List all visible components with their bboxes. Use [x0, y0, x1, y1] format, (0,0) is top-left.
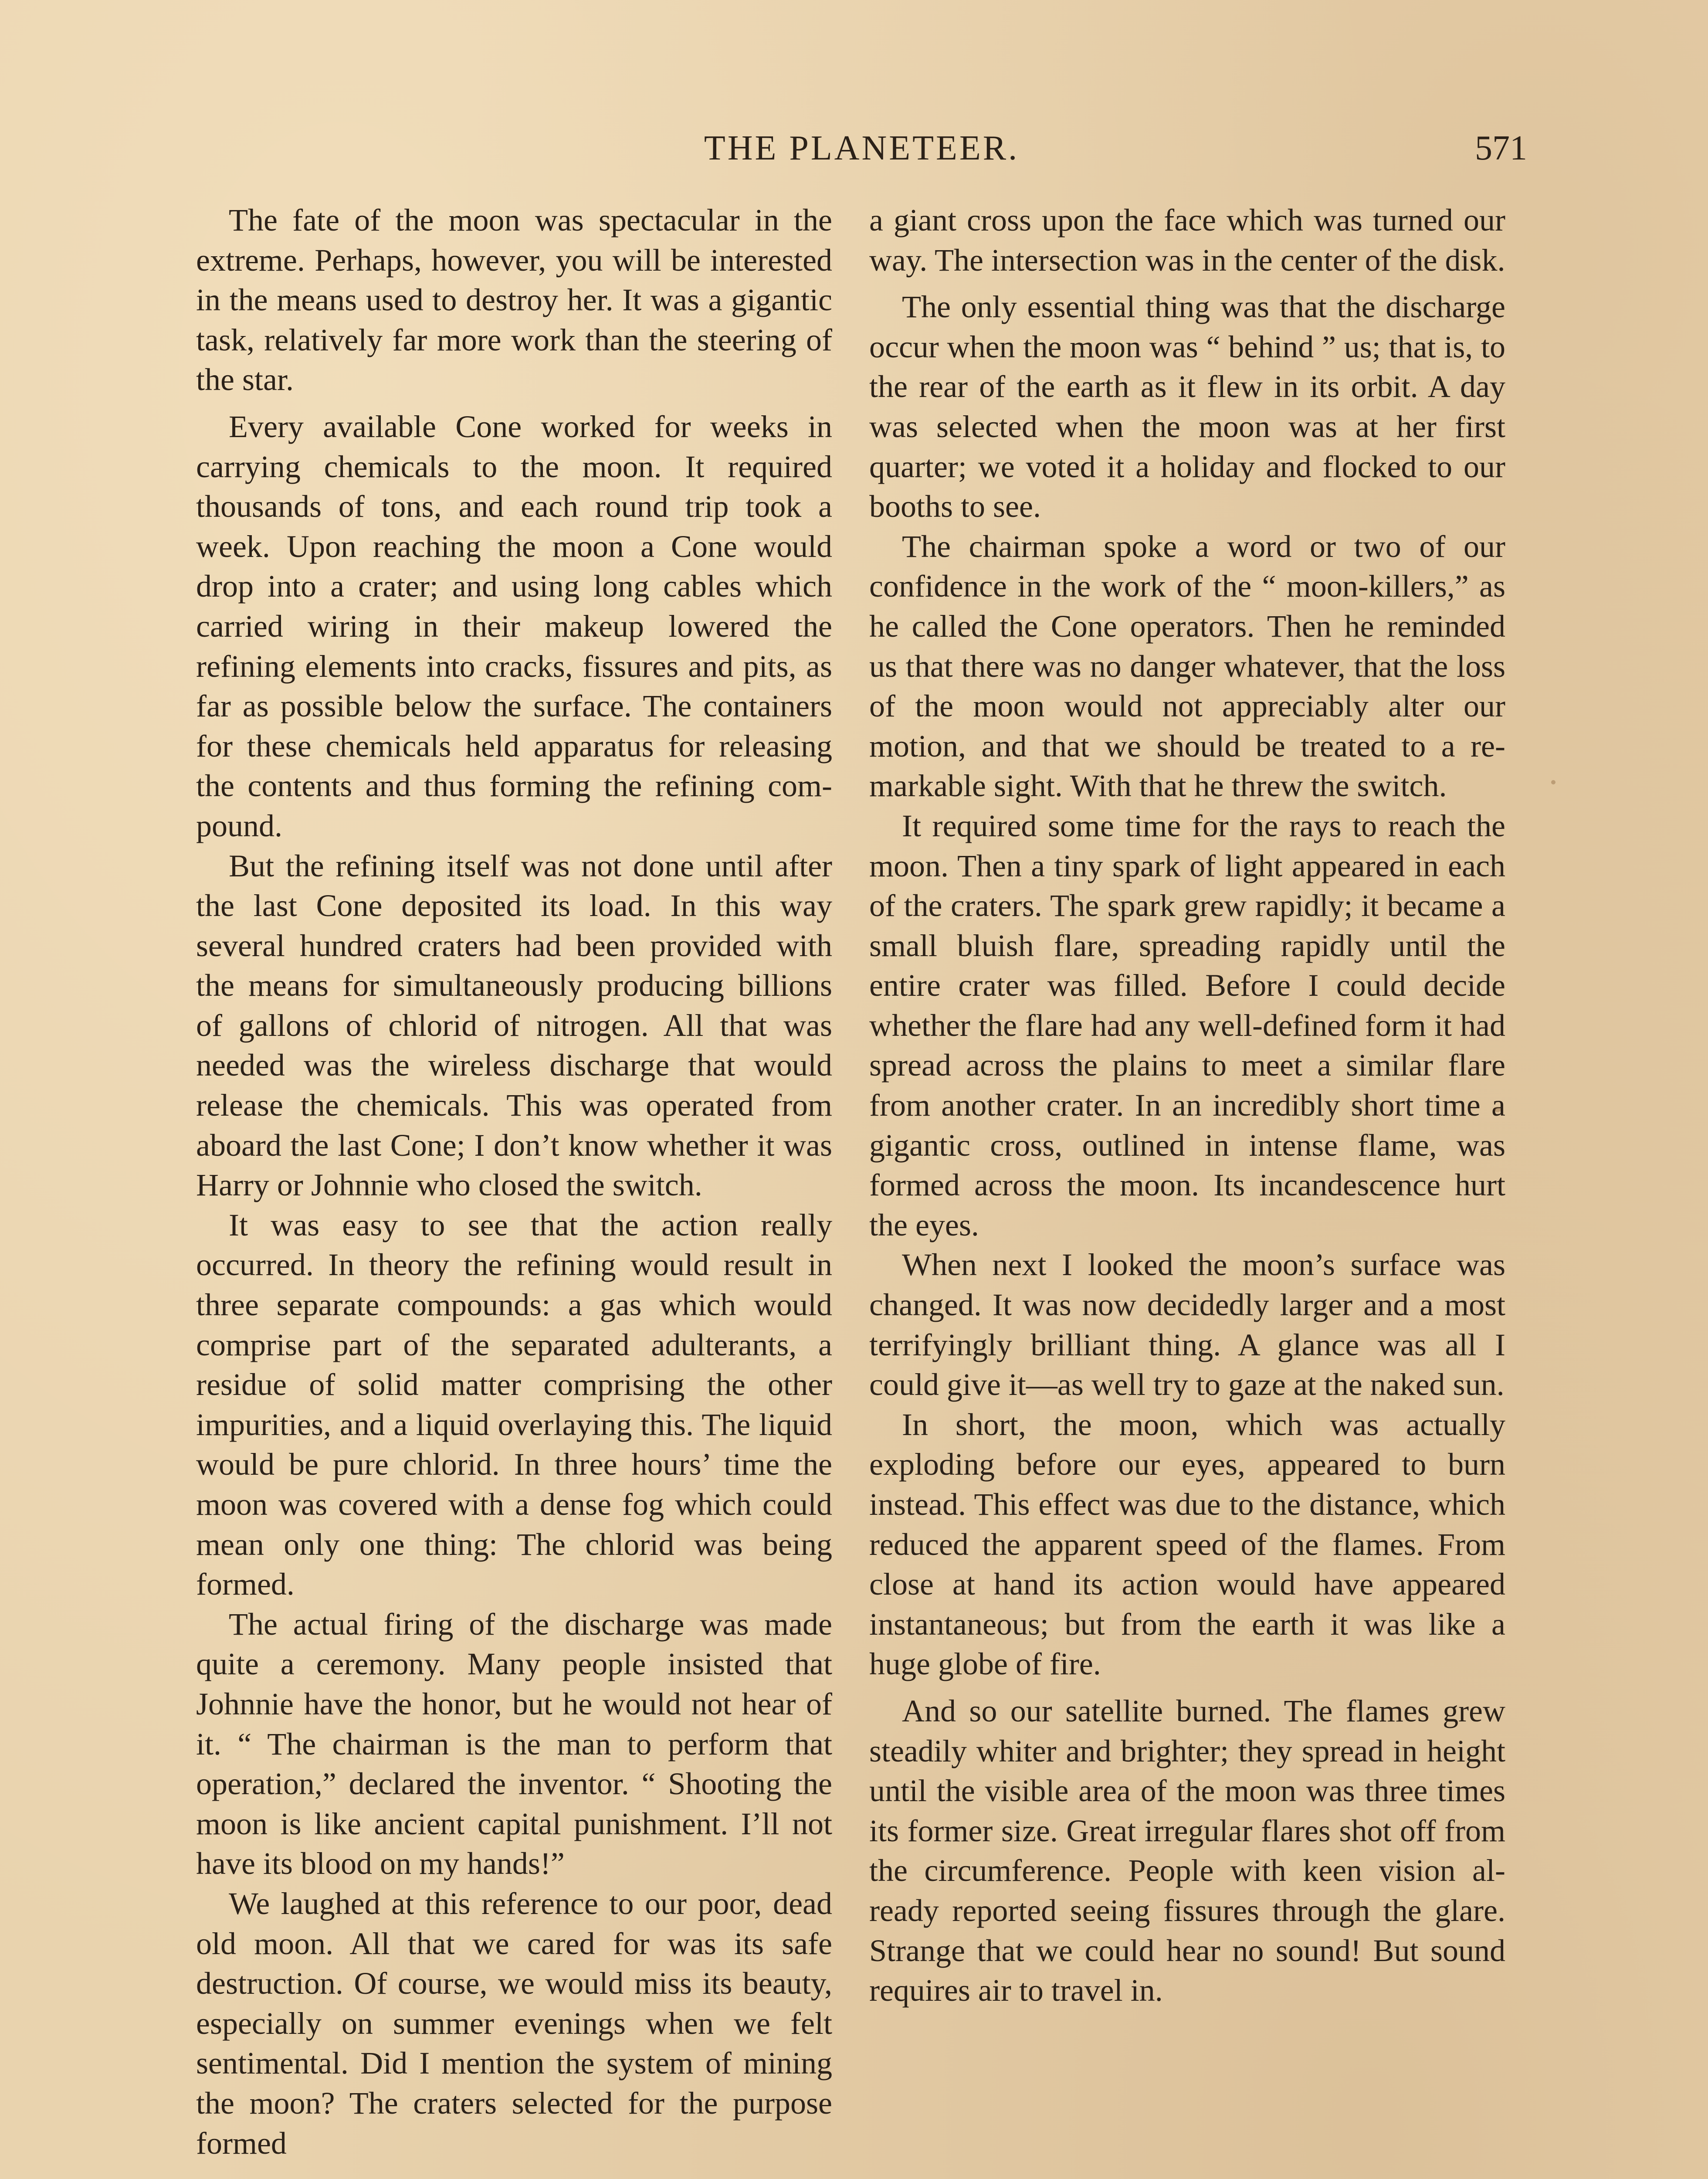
paragraph: It was easy to see that the action really occurred. In theory the refining would result in three separate compounds: a gas which would comprise part of the separated adulterants, a residue of solid matter comprising the other impurities, and a liquid overlaying this. The liquid would be pure chlorid. In three hours’ time the moon was covered with a dense fog which could mean only one thing: The chlorid was being formed.: [196, 1207, 832, 1602]
paragraph: The only essential thing was that the discharge occur when the moon was “ behind ” us; that is, to the rear of the earth as it flew in its orbit. A day was selected when the moon was at her first quarter; we voted it a holiday and flocked to our booths to see.: [869, 289, 1505, 524]
paragraph: And so our satellite burned. The flames grew steadily whiter and brighter; they spread in height until the visible area of the moon was three times its former size. Great irregular flares shot off from the circumference. People with keen vision already reported seeing fissures through the glare. Strange that we could hear no sound! But sound requires air to travel in.: [869, 1693, 1505, 2008]
paragraph: The actual firing of the discharge was made quite a ceremony. Many people insisted that Johnnie have the honor, but he would not hear of it. “ The chairman is the man to perform that operation,” declared the inventor. “ Shooting the moon is like ancient capital punishment. I’ll not have its blood on my hands!”: [196, 1606, 832, 1881]
paragraph: Every available Cone worked for weeks in carrying chemicals to the moon. It required thousands of tons, and each round trip took a week. Upon reaching the moon a Cone would drop into a crater; and using long cables which carried wiring in their makeup lowered the refining elements into cracks, fissures and pits, as far as possible below the surface. The containers for these chemicals held apparatus for releasing the contents and thus forming the refining compound.: [196, 409, 832, 843]
paragraph: The fate of the moon was spectacular in the extreme. Perhaps, however, you will be interested in the means used to destroy her. It was a gigantic task, relatively far more work than the steering of the star.: [196, 203, 832, 397]
paragraph: The chairman spoke a word or two of our confidence in the work of the “ moon-killers,” as he called the Cone operators. Then he reminded us that there was no danger whatever, that the loss of the moon would not appreciably alter our motion, and that we should be treated to a remarkable sight. With that he threw the switch.: [869, 529, 1505, 804]
paper-blemish: [1551, 780, 1556, 784]
page-number: 571: [1475, 129, 1527, 167]
paper-blemish: [1494, 1107, 1501, 1112]
paragraph: We laughed at this reference to our poor, dead old moon. All that we cared for was its safe destruction. Of course, we would miss its beauty, especially on summer evenings when we felt sentimental. Did I mention the system of mining the moon? The craters selected for the purpose formed: [196, 1886, 832, 2161]
paragraph: When next I looked the moon’s surface was changed. It was now decidedly larger and a most terrifyingly brilliant thing. A glance was all I could give it—as well try to gaze at the naked sun.: [869, 1247, 1505, 1402]
paragraph: It required some time for the rays to reach the moon. Then a tiny spark of light appeared in each of the craters. The spark grew rapidly; it became a small bluish flare, spreading rapidly until the entire crater was filled. Before I could decide whether the flare had any well-defined form it had spread across the plains to meet a similar flare from another crater. In an incredibly short time a gigantic cross, outlined in intense flame, was formed across the moon. Its incandescence hurt the eyes.: [869, 808, 1505, 1242]
running-head: [196, 122, 1527, 174]
left-column: [196, 200, 832, 2163]
running-title: THE PLANETEER.: [704, 129, 1020, 167]
paragraph: a giant cross upon the face which was turned our way. The intersection was in the center of the disk.: [869, 203, 1505, 278]
paragraph: In short, the moon, which was actually exploding before our eyes, appeared to burn instead. This effect was due to the distance, which reduced the apparent speed of the flames. From close at hand its action would have appeared instantaneous; but from the earth it was like a huge globe of fire.: [869, 1407, 1505, 1682]
paragraph: But the refining itself was not done until after the last Cone deposited its load. In this way several hundred craters had been provided with the means for simultaneously producing billions of gallons of chlorid of nitrogen. All that was needed was the wireless discharge that would release the chemicals. This was operated from aboard the last Cone; I don’t know whether it was Harry or Johnnie who closed the switch.: [196, 848, 832, 1203]
right-column: [869, 200, 1505, 2011]
